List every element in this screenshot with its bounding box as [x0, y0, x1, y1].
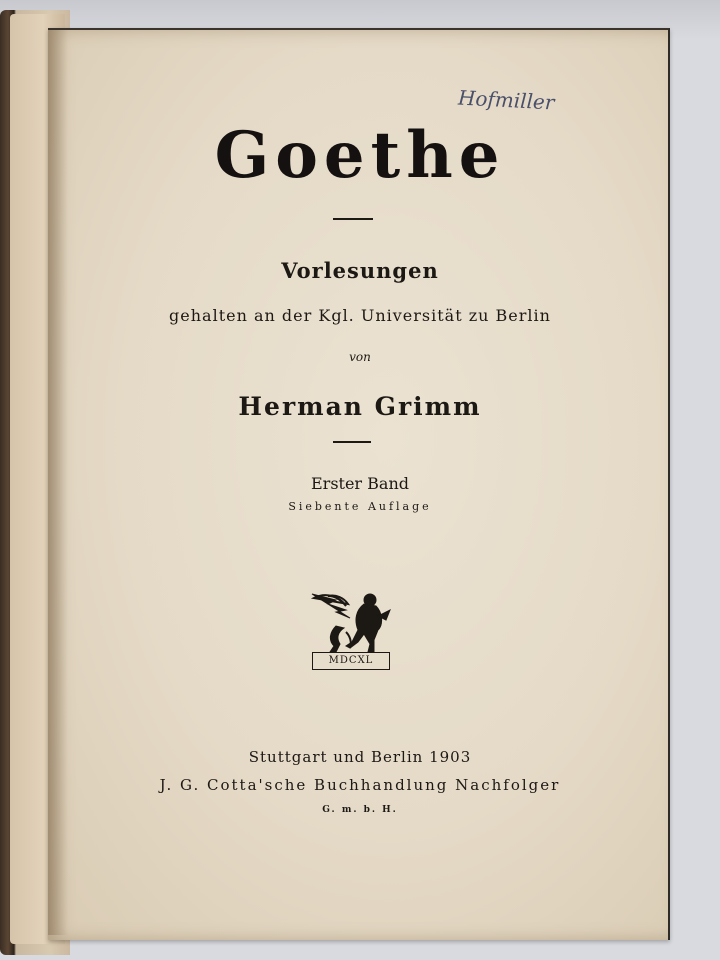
publisher-suffix: G. m. b. H. — [322, 805, 398, 815]
divider-top — [333, 218, 373, 220]
by-line: von — [349, 350, 371, 364]
book-title: Goethe — [214, 118, 506, 193]
printer-mark-year: MDCXL — [312, 652, 390, 670]
lecture-info: gehalten an der Kgl. Universität zu Berlin — [169, 306, 551, 325]
divider-bottom — [333, 441, 371, 443]
publisher-name: J. G. Cotta'sche Buchhandlung Nachfolger — [159, 776, 561, 794]
subtitle: Vorlesungen — [281, 258, 439, 283]
edition-label: Siebente Auflage — [288, 500, 432, 513]
volume-label: Erster Band — [310, 474, 409, 493]
owner-signature: Hofmiller — [457, 85, 555, 115]
author-name: Herman Grimm — [238, 392, 482, 421]
publication-place-year: Stuttgart und Berlin 1903 — [248, 748, 472, 766]
